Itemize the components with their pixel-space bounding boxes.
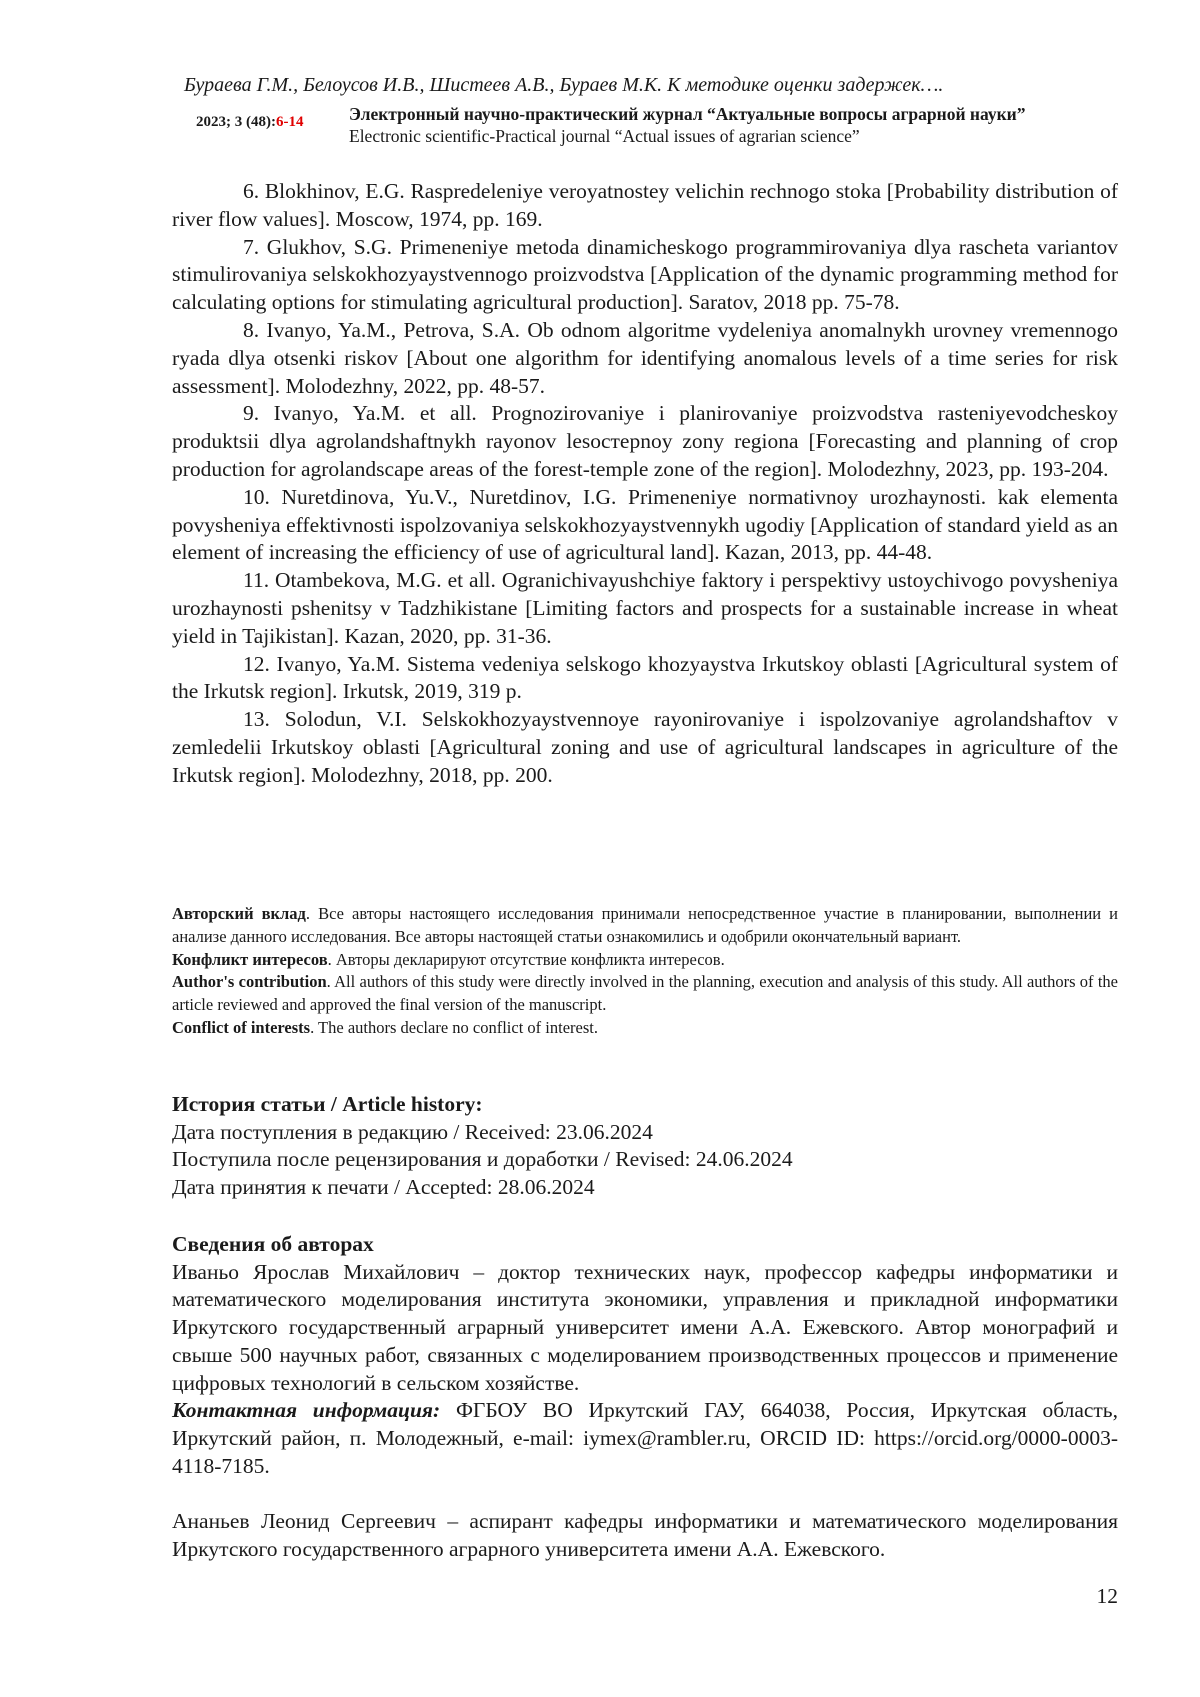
conflict-label-en: Conflict of interests — [172, 1017, 311, 1037]
reference-item: 11. Otambekova, M.G. et all. Ogranichivayushchiye faktory i perspektivy ustoychivogo povysheniya urozhaynosti pshenitsy v Tadzhikistane [Limiting factors and prospects for a sustainable increase in wheat yield in Tajikistan]. Kazan, 2020, pp. 31-36. — [172, 568, 1118, 648]
contribution-text-ru: . Все авторы настоящего исследования принимали непосредственное участие в планировании, выполнении и анализе данного исследования. Все авторы настоящей статьи ознакомились и одобрили окончательный вариант. — [172, 904, 1118, 946]
contribution-label-ru: Авторский вклад — [172, 904, 306, 923]
conflict-of-interest-en — [172, 1017, 1118, 1040]
authors-info-section — [172, 1231, 1118, 1564]
author-contribution-ru — [172, 903, 1118, 949]
page-number: 12 — [1096, 1584, 1118, 1608]
issue-info — [196, 112, 303, 132]
accepted-date: Дата принятия к печати / Accepted: 28.06.2024 — [172, 1174, 595, 1199]
contact-label: Контактная информация: — [172, 1398, 441, 1423]
journal-title-en: Electronic scientific-Practical journal “Actual issues of agrarian science” — [349, 126, 860, 146]
contact-text: ФГБОУ ВО Иркутский ГАУ, 664038, Россия, Иркутская область, Иркутский район, п. Молодежный, e-mail: iymex@rambler.ru, ORCID ID: https://orcid.org/0000-0003-4118-7185. — [172, 1398, 1118, 1478]
journal-title-ru: Электронный научно-практический журнал “Актуальные вопросы аграрной науки” — [349, 104, 1026, 124]
author-bio: Ананьев Леонид Сергеевич – аспирант кафедры информатики и математического моделирования Иркутского государственного аграрного университета имени А.А. Ежевского. — [172, 1509, 1118, 1562]
issue-number: 2023; 3 (48): — [196, 114, 276, 130]
revised-date: Поступила после рецензирования и доработки / Revised: 24.06.2024 — [172, 1147, 793, 1171]
reference-item: 6. Blokhinov, E.G. Raspredeleniye veroyatnostey velichin rechnogo stoka [Probability distribution of river flow values]. Moscow, 1974, pp. 169. — [172, 179, 1118, 231]
reference-item: 8. Ivanyo, Ya.M., Petrova, S.A. Ob odnom algoritme vydeleniya anomalnykh urovney vremennogo ryada dlya otsenki riskov [About one algorithm for identifying anomalous levels of a time series for risk assessment]. Molodezhny, 2022, pp. 48-57. — [172, 317, 1118, 398]
running-header-authors: Бураева Г.М., Белоусов И.В., Шистеев А.В., Бураев М.К. К методике оценки задержек…. — [184, 74, 944, 96]
conflict-text-en: . The authors declare no conflict of interest. — [310, 1017, 598, 1037]
conflict-label-ru: Конфликт интересов — [172, 949, 328, 969]
paragraph-spacer — [172, 1480, 1118, 1508]
author-contact — [172, 1397, 1118, 1480]
reference-item: 9. Ivanyo, Ya.M. et all. Prognozirovaniye i planirovaniye proizvodstva rasteniyevodcheskoy produktsii dlya agrolandshaftnykh rayonov lesocтepnoy zony regiona [Forecasting and planning of crop production for agrolandscape areas of the forest-temple zone of the region]. Molodezhny, 2023, pp. 193-204. — [172, 401, 1118, 481]
reference-item: 7. Glukhov, S.G. Primeneniye metoda dinamicheskogo programmirovaniya dlya rascheta variantov stimulirovaniya selskokhozyaystvennogo proizvodstva [Application of the dynamic programming method for calculating options for stimulating agricultural production]. Saratov, 2018 pp. 75-78. — [172, 234, 1118, 315]
issue-pages: 6-14 — [275, 114, 304, 130]
author-bio: Иваньо Ярослав Михайлович – доктор технических наук, профессор кафедры информатики и математического моделирования института экономики, управления и прикладной информатики Иркутского государственный аграрный университет имени А.А. Ежевского. Автор монографий и свыше 500 научных работ, связанных с моделированием производственных процессов и применение цифровых технологий в сельском хозяйстве. — [172, 1259, 1118, 1395]
article-history-section — [172, 1091, 1118, 1201]
contribution-text-en: . All authors of this study were directly involved in the planning, execution and analysis of this study. All authors of the article reviewed and approved the final version of the manuscript. — [172, 972, 1118, 1015]
reference-item: 10. Nuretdinova, Yu.V., Nuretdinov, I.G. Primeneniye normativnoy urozhaynosti. kak elementa povysheniya effektivnosti ispolzovaniya selskokhozyaystvennykh ugodiy [Application of standard yield as an element of increasing the efficiency of use of agricultural land]. Kazan, 2013, pp. 44-48. — [172, 484, 1118, 565]
received-date: Дата поступления в редакцию / Received: 23.06.2024 — [172, 1119, 653, 1144]
reference-list — [172, 178, 1118, 790]
article-history-title: История статьи / Article history: — [172, 1092, 483, 1116]
contributions-section — [172, 903, 1118, 1040]
conflict-text-ru: . Авторы декларируют отсутствие конфликта интересов. — [327, 949, 725, 969]
reference-item: 12. Ivanyo, Ya.M. Sistema vedeniya selskogo khozyaystva Irkutskoy oblasti [Agricultural system of the Irkutsk region]. Irkutsk, 2019, 319 p. — [172, 651, 1118, 704]
authors-info-title: Сведения об авторах — [172, 1232, 374, 1256]
reference-item: 13. Solodun, V.I. Selskokhozyaystvennoye rayonirovaniye i ispolzovaniye agrolandshaftov v zemledelii Irkutskoy oblasti [Agricultural zoning and use of agricultural landscapes in agriculture of the Irkutsk region]. Molodezhny, 2018, pp. 200. — [172, 707, 1118, 787]
author-contribution-en — [172, 971, 1118, 1017]
conflict-of-interest-ru — [172, 949, 1118, 972]
contribution-label-en: Author's contribution — [172, 972, 327, 992]
